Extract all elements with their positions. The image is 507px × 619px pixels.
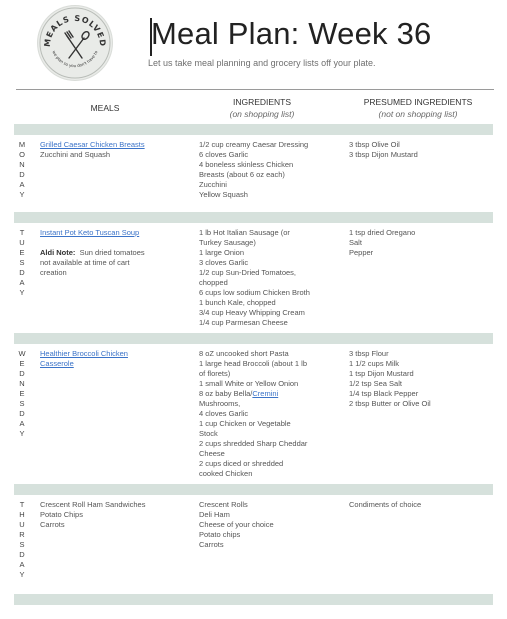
page-subtitle: Let us take meal planning and grocery lists off your plate. xyxy=(148,58,376,68)
day-label-wednesday: W E D N E S D A Y xyxy=(18,349,26,438)
recipe-link[interactable]: Grilled Caesar Chicken Breasts xyxy=(40,140,145,149)
ingredients-cell-wednesday: 8 oZ uncooked short Pasta 1 large head Broccoli (about 1 lb of florets) 1 small White or Yellow Onion 8 oz baby Bella/Cremini Mushrooms, 4 cloves Garlic 1 cup Chicken or Vegetable Stock 2 cups shredded Sharp Cheddar Cheese 2 cups diced or shredded cooked Chicken xyxy=(199,349,308,478)
meal-cell-thursday: Crescent Roll Ham Sandwiches Potato Chips Carrots xyxy=(40,500,146,529)
day-label-tuesday: T U E S D A Y xyxy=(19,228,25,297)
note-label: Aldi Note: xyxy=(40,248,76,257)
meal-cell-wednesday xyxy=(40,349,128,369)
meals-solved-logo xyxy=(38,6,112,80)
svg-text:MEALS SOLVED xyxy=(43,14,108,48)
meal-side: Zucchini and Squash xyxy=(40,150,111,159)
presumed-cell-tuesday: 1 tsp dried Oregano Salt Pepper xyxy=(349,228,416,257)
header-divider xyxy=(16,89,494,90)
row-separator xyxy=(14,124,493,135)
row-separator xyxy=(14,212,493,223)
page-title: Meal Plan: Week 36 xyxy=(151,16,432,51)
row-separator xyxy=(14,594,493,605)
logo-subtext: we plan so you don't have to xyxy=(51,49,99,69)
row-separator xyxy=(14,484,493,495)
ingredients-cell-tuesday: 1 lb Hot Italian Sausage (or Turkey Sausage) 1 large Onion 3 cloves Garlic 1/2 cup Sun-Dried Tomatoes, chopped 6 cups low sodium Chicken Broth 1 bunch Kale, chopped 3/4 cup Heavy Whipping Cream 1/4 cup Parmesan Cheese xyxy=(199,228,310,327)
meal-cell-tuesday: Instant Pot Keto Tuscan Soup Aldi Note: Sun dried tomatoes not available at time of cart creation xyxy=(40,228,145,277)
ingredients-cell-thursday: Crescent Rolls Deli Ham Cheese of your choice Potato chips Carrots xyxy=(199,500,274,549)
presumed-cell-thursday: Condiments of choice xyxy=(349,500,422,509)
day-label-monday: M O N D A Y xyxy=(18,140,26,199)
recipe-link[interactable]: Casserole xyxy=(40,359,74,368)
column-header-meals: MEALS xyxy=(90,103,120,113)
logo-emblem-icon xyxy=(38,6,112,80)
spellcheck-word: Cremini xyxy=(252,389,279,398)
svg-text:we plan so you don't have to xyxy=(52,49,99,68)
column-header-ingredients: INGREDIENTS (on shopping list) xyxy=(229,97,295,119)
logo-text: MEALS SOLVED xyxy=(42,13,108,48)
recipe-link[interactable]: Instant Pot Keto Tuscan Soup xyxy=(40,228,140,237)
recipe-link[interactable]: Healthier Broccoli Chicken xyxy=(40,349,128,358)
presumed-cell-wednesday: 3 tbsp Flour 1 1/2 cups Milk 1 tsp Dijon Mustard 1/2 tsp Sea Salt 1/4 tsp Black Pepper 2 tbsp Butter or Olive Oil xyxy=(349,349,431,408)
meal-cell-monday xyxy=(40,140,145,160)
column-header-presumed: PRESUMED INGREDIENTS (not on shopping list) xyxy=(363,97,473,119)
day-label-thursday: T H U R S D A Y xyxy=(19,500,25,579)
row-separator xyxy=(14,333,493,344)
ingredients-cell-monday: 1/2 cup creamy Caesar Dressing 6 cloves Garlic 4 boneless skinless Chicken Breasts (about 6 oz each) Zucchini Yellow Squash xyxy=(199,140,309,199)
presumed-cell-monday: 3 tbsp Olive Oil 3 tbsp Dijon Mustard xyxy=(349,140,418,159)
